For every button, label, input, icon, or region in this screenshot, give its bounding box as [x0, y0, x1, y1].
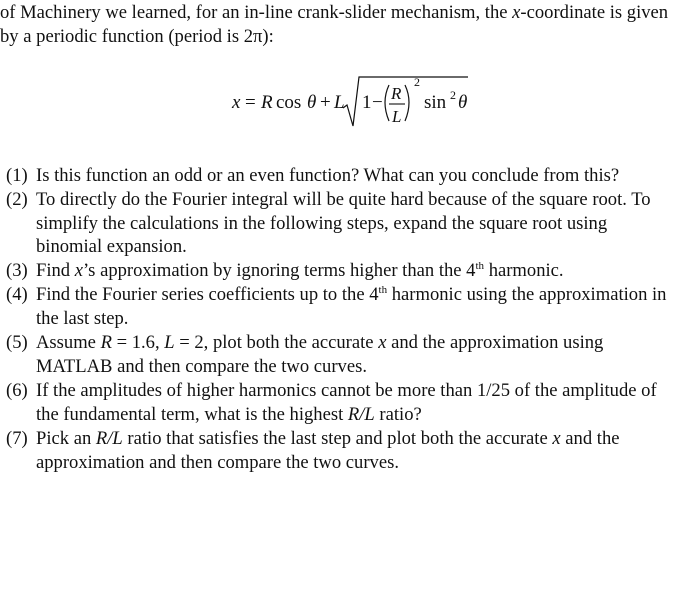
- left-paren: [385, 85, 389, 121]
- right-paren: [405, 85, 409, 121]
- formula-theta-1: θ: [307, 92, 317, 113]
- question-text: MATLAB and then compare the two curves.: [36, 355, 367, 377]
- formula-equals: =: [245, 92, 256, 113]
- question-text: Find the Fourier series coefficients up to the 4th harmonic using the approximation in: [36, 284, 667, 305]
- formula-l: L: [334, 92, 345, 113]
- question-2: [6, 188, 696, 259]
- fraction-numerator: R: [391, 84, 402, 103]
- question-number: (6): [6, 380, 28, 401]
- question-6: [6, 379, 696, 426]
- fraction-denominator: L: [392, 107, 402, 126]
- formula-sin: sin: [424, 92, 447, 113]
- formula-minus: −: [372, 92, 383, 113]
- formula-plus: +: [320, 92, 331, 113]
- question-number: (3): [6, 260, 28, 281]
- question-number: (1): [6, 165, 28, 186]
- formula-theta-2: θ: [458, 92, 468, 113]
- question-1: [6, 164, 696, 188]
- question-text: approximation and then compare the two curves.: [36, 451, 399, 473]
- question-text: simplify the calculations in the following steps, expand the square root using: [36, 212, 608, 234]
- question-text: Find x’s approximation by ignoring terms higher than the 4th harmonic.: [36, 260, 564, 281]
- question-text: Assume R = 1.6, L = 2, plot both the accurate x and the approximation using: [36, 332, 604, 353]
- formula-lhs: x: [232, 92, 241, 113]
- paren-exponent: 2: [414, 75, 420, 89]
- intro-line-2: by a periodic function (period is 2π):: [0, 26, 274, 47]
- formula-r: R: [261, 92, 273, 113]
- sin-exponent: 2: [450, 88, 456, 102]
- question-text: binomial expansion.: [36, 236, 187, 257]
- formula-svg: [0, 68, 700, 148]
- question-number: (5): [6, 332, 28, 353]
- question-text: Is this function an odd or an even function? What can you conclude from this?: [36, 165, 620, 186]
- formula-cos: cos: [276, 92, 302, 113]
- question-3: [6, 259, 696, 283]
- question-number: (4): [6, 284, 28, 305]
- question-5: [6, 331, 696, 378]
- question-text: To directly do the Fourier integral will be quite hard because of the square root. To: [36, 189, 651, 210]
- intro-line-1: of Machinery we learned, for an in-line crank-slider mechanism, the x-coordinate is given: [0, 2, 669, 23]
- question-text: the fundamental term, what is the highest R/L ratio?: [36, 403, 422, 425]
- question-text: If the amplitudes of higher harmonics cannot be more than 1/25 of the amplitude of: [36, 380, 657, 401]
- question-number: (2): [6, 189, 28, 210]
- crank-slider-formula: [0, 68, 700, 148]
- formula-one: 1: [362, 92, 372, 113]
- question-text: the last step.: [36, 307, 129, 329]
- question-4: [6, 283, 696, 330]
- question-text: Pick an R/L ratio that satisfies the last step and plot both the accurate x and the: [36, 428, 620, 449]
- question-number: (7): [6, 428, 28, 449]
- question-7: [6, 427, 696, 474]
